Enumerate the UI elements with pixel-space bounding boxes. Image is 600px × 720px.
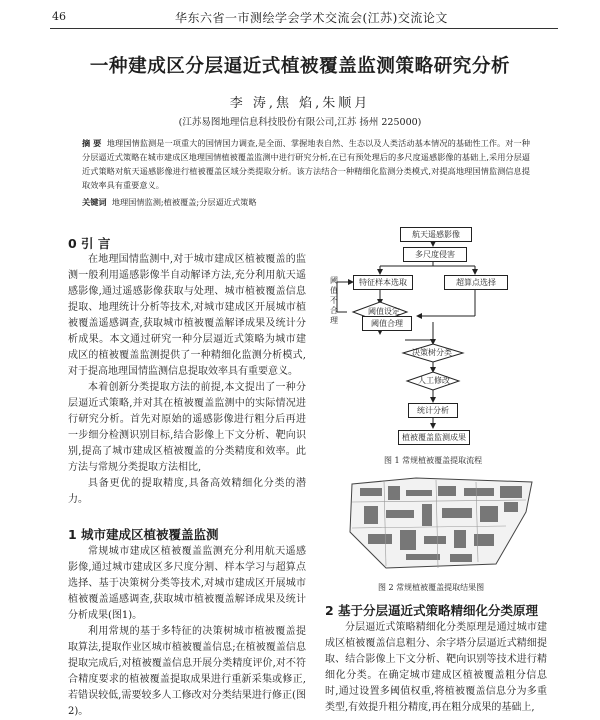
section2-paragraph: 分层逼近式策略精细化分类原理是通过城市建成区植被覆盖信息粗分、余字塔分层逼近式精细提取、结合影像上下文分析、靶向识别等技术进行精细化分类。在确定城市建成区植被覆盖粗分信息时,通过设置多阈值权重,将植被覆盖信息分为多重类型,有效提升粗分精度,再在粗分成果的基础上, (325, 622, 547, 713)
section1-paragraph: 利用常规的基于多特征的决策树城市植被覆盖提取算法,提取作业区城市植被覆盖信息;在植被覆盖信息提取完成后,对植被覆盖信息开展分类精度评价,对不符合精度要求的植被覆盖提取成果进行重新采集或修正,若错误较低,需要较多人工修改对分类结果进行修正(图2)。 (68, 626, 306, 717)
fig1-node-output: 植被覆盖监测成果 (398, 430, 470, 445)
intro-paragraph: 本着创新分类提取方法的前提,本文提出了一种分层逼近式策略,并对其在植被覆盖监测中的实际情况进行研究分析。首先对原始的遥感影像进行粗分后再进一步细分检测识别目标,结合影像上下文分析、靶向识别,提高了城市建成区植被覆盖的分类精度和效率。此方法与常规分类提取方法相比, (68, 382, 306, 473)
paper-affiliation: (江苏易图地理信息科技股份有限公司,江苏 扬州 225000) (178, 117, 422, 128)
running-header: 华东六省一市测绘学会学术交流会(江苏)交流论文 (175, 11, 448, 25)
fig1-node-superpoint: 超算点选择 (444, 275, 508, 290)
figure1-caption: 图 1 常规植被覆盖提取流程 (384, 456, 483, 465)
section2-body (325, 620, 547, 716)
fig1-node-input: 航天遥感影像 (400, 227, 472, 242)
paper-title: 一种建成区分层逼近式植被覆盖监测策略研究分析 (89, 56, 511, 77)
section1-body (68, 544, 306, 720)
abstract-label: 摘 要 (82, 138, 102, 148)
keywords-label: 关键词 (82, 197, 107, 207)
intro-body (68, 252, 306, 508)
header-rule (50, 28, 558, 29)
section-heading-1: 1 城市建成区植被覆盖监测 (68, 527, 219, 542)
figure2-caption: 图 2 常规植被覆盖提取结果图 (378, 583, 485, 592)
section-heading-2: 2 基于分层逼近式策略精细化分类原理 (325, 603, 539, 618)
fig1-node-manual-fix: 人工修改 (418, 376, 450, 385)
intro-paragraph: 具备更优的提取精度,具备高效精细化分类的潜力。 (68, 478, 306, 505)
fig1-node-statistics: 统计分析 (408, 403, 458, 418)
abstract (82, 136, 530, 192)
section-heading-intro: 0 引 言 (68, 236, 111, 251)
fig1-node-decision-tree: 决策树分类 (412, 348, 452, 357)
fig1-node-threshold-ok: 阈值合理 (362, 316, 412, 331)
figure2-map (346, 472, 536, 572)
fig1-node-threshold-set: 阈值设定 (368, 307, 400, 316)
page-number: 46 (52, 10, 66, 23)
fig1-node-sample: 特征样本选取 (353, 275, 413, 290)
paper-authors: 李 涛,焦 焰,朱顺月 (229, 96, 371, 111)
keywords-text: 地理国情监测;植被覆盖;分层逼近式策略 (111, 197, 257, 207)
keywords (82, 197, 530, 208)
section1-paragraph: 常规城市建成区植被覆盖监测充分利用航天遥感影像,通过城市建成区多尺度分割、样本学习与超算点选择、基于决策树分类等技术,对城市建成区开展城市植被覆盖遥感调查,获取城市植被覆盖解译成果及统计分析成果(图1)。 (68, 546, 306, 621)
intro-paragraph: 在地理国情监测中,对于城市建成区植被覆盖的监测一般利用遥感影像半自动解译方法,充分利用航天遥感影像,通过遥感影像获取与处理、城市植被覆盖信息提取、地理统计分析等技术,对城市建成区开展城市植被覆盖遥感调查,获取城市植被覆盖解译成果及统计分析成果。本文通过研究一种分层逼近式策略为城市建成区的植被覆盖监测提供了一种精细化监测分析模式,对于提高地理国情监测信息提取效率具有重要意义。 (68, 254, 306, 377)
fig1-node-segment: 多尺度侵害 (403, 247, 467, 262)
abstract-text: 地理国情监测是一项重大的国情国力调查,是全面、掌握地表自然、生态以及人类活动基本情况的基础性工作。对一种分层逼近式策略在城市建成区地理国情植被覆盖监测中进行研究分析,在已有预处理后的多尺度遥感影像的基础上,采用分层逼近式策略对航天遥感影像进行植被覆盖区域分类提取分析。该方法结合一种精细化监测分类模式,对提高地理国情监测信息提取效率具有重要意义。 (82, 138, 530, 190)
fig1-side-label: 阈值不合理 (330, 276, 338, 325)
